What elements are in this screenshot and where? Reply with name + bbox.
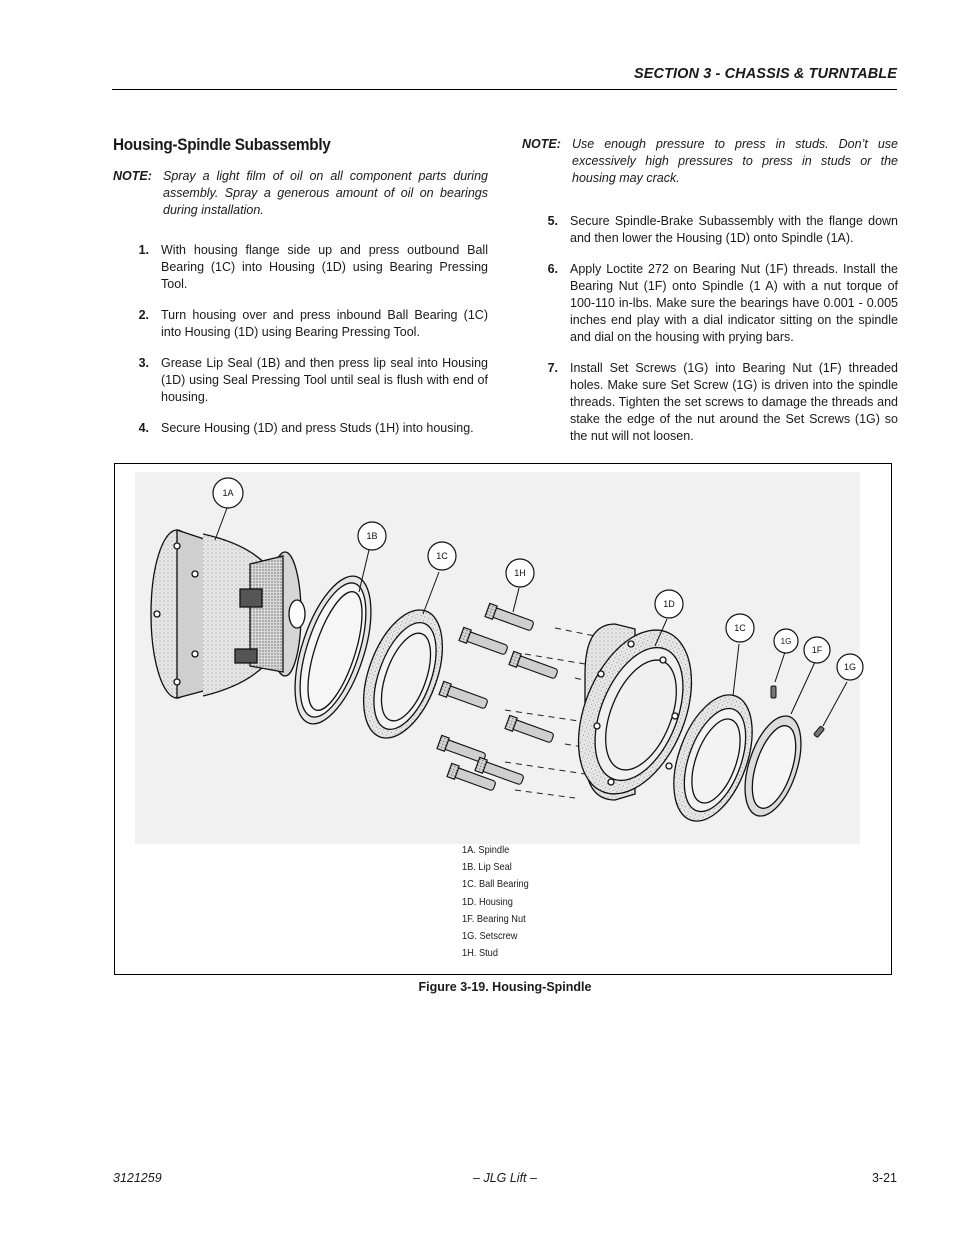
step-text: Install Set Screws (1G) into Bearing Nut (1F) threaded holes. Make sure Set Screw (1G) is driven into the spindle threads. Tighten the set screws to damage the threads and stake the edge of the nut around the Set Screws (1G) so the nut will not loosen. xyxy=(570,361,898,443)
step-1 xyxy=(113,242,488,293)
callout-label: 1C xyxy=(734,623,746,633)
step-number: 5. xyxy=(547,214,558,228)
footer-page-number: 3-21 xyxy=(871,1171,897,1185)
callout-label: 1G xyxy=(780,637,792,646)
figure-legend xyxy=(462,842,529,962)
note-label: NOTE: xyxy=(113,169,152,183)
header-rule xyxy=(112,89,897,90)
legend-item: 1D. Housing xyxy=(462,895,513,908)
legend-item: 1G. Setscrew xyxy=(462,930,518,943)
figure-housing-spindle xyxy=(114,463,892,975)
step-6 xyxy=(522,261,898,346)
note-text: Spray a light film of oil on all component parts during assembly. Spray a generous amount of oil on bearings during installation. xyxy=(163,169,488,217)
right-column xyxy=(522,136,898,459)
step-text: Secure Spindle-Brake Subassembly with the flange down and then lower the Housing (1D) onto Spindle (1A). xyxy=(570,214,898,245)
section-heading: Housing-Spindle Subassembly xyxy=(113,136,331,154)
step-number: 6. xyxy=(547,262,558,276)
step-text: Apply Loctite 272 on Bearing Nut (1F) threads. Install the Bearing Nut (1F) onto Spindle (1 A) with a nut torque of 100-110 in-lbs. Make sure the bearings have 0.001 - 0.005 inches end play with a dial indicator sitting on the spindle and dial on the housing with prying bars. xyxy=(570,262,898,344)
legend-item: 1H. Stud xyxy=(462,947,498,960)
callout-label: 1C xyxy=(436,551,448,561)
step-text: With housing flange side up and press outbound Ball Bearing (1C) into Housing (1D) using Bearing Pressing Tool. xyxy=(161,243,488,291)
callout-label: 1A xyxy=(222,488,234,498)
note-text: Use enough pressure to press in studs. Don’t use excessively high pressures to press in studs or the housing may crack. xyxy=(572,137,898,185)
callout-label: 1H xyxy=(514,568,526,578)
step-3 xyxy=(113,355,488,406)
callout-label: 1G xyxy=(843,662,857,672)
step-text: Secure Housing (1D) and press Studs (1H) into housing. xyxy=(161,421,474,435)
callout-label: 1F xyxy=(811,645,823,655)
callout-label: 1B xyxy=(366,531,378,541)
note-label: NOTE: xyxy=(522,137,561,151)
footer-doc-number: 3121259 xyxy=(113,1171,162,1185)
spindle-part xyxy=(151,530,305,698)
legend-item: 1C. Ball Bearing xyxy=(462,878,529,891)
left-column xyxy=(113,136,488,451)
step-text: Grease Lip Seal (1B) and then press lip seal into Housing (1D) using Seal Pressing Tool until seal is flush with end of housing. xyxy=(161,356,488,404)
steps-list-right xyxy=(522,213,898,445)
step-7 xyxy=(522,360,898,445)
note-oil xyxy=(113,168,488,219)
legend-item: 1B. Lip Seal xyxy=(462,861,512,874)
footer-brand: – JLG Lift – xyxy=(473,1171,537,1185)
section-header: SECTION 3 - CHASSIS & TURNTABLE xyxy=(633,66,897,82)
steps-list-left xyxy=(113,242,488,437)
step-2 xyxy=(113,307,488,341)
step-4 xyxy=(113,420,488,437)
legend-item: 1A. Spindle xyxy=(462,844,510,856)
step-number: 7. xyxy=(547,361,558,375)
note-pressure xyxy=(522,136,898,187)
step-5 xyxy=(522,213,898,247)
figure-caption: Figure 3-19. Housing-Spindle xyxy=(418,980,592,994)
step-number: 2. xyxy=(138,308,149,322)
step-text: Turn housing over and press inbound Ball Bearing (1C) into Housing (1D) using Bearing Pressing Tool. xyxy=(161,308,488,339)
legend-item: 1F. Bearing Nut xyxy=(462,912,526,925)
step-number: 1. xyxy=(138,243,149,257)
step-number: 3. xyxy=(138,356,149,370)
callout-label: 1D xyxy=(663,599,675,609)
step-number: 4. xyxy=(138,421,149,435)
